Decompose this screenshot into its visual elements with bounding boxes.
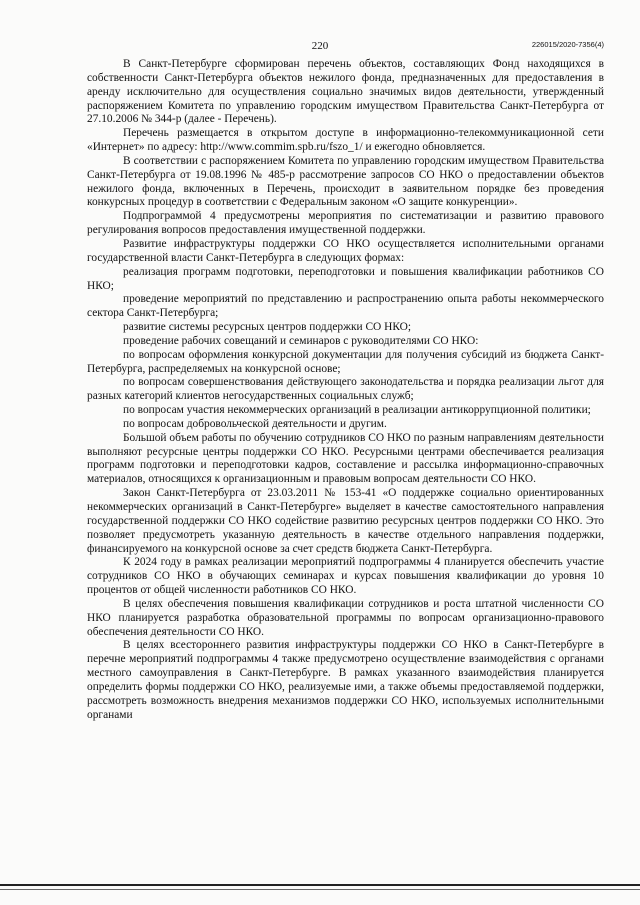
paragraph: К 2024 году в рамках реализации мероприятий подпрограммы 4 планируется обеспечить участие сотрудников СО НКО в обучающих семинарах и курсах повышения квалификации до уровня 10 процентов от общей численности работников СО НКО. xyxy=(87,556,604,597)
paragraph: Подпрограммой 4 предусмотрены мероприятия по систематизации и развитию правового регулирования вопросов предоставления имущественной поддержки. xyxy=(87,210,604,237)
list-item: по вопросам добровольческой деятельности и другим. xyxy=(123,417,387,430)
list-item: развитие системы ресурсных центров поддержки СО НКО; xyxy=(123,321,412,334)
list-item: проведение рабочих совещаний и семинаров с руководителями СО НКО: xyxy=(123,334,479,347)
scan-edge-line xyxy=(0,889,640,890)
document-body xyxy=(87,58,604,723)
paragraph: В целях обеспечения повышения квалификации сотрудников и роста штатной численности СО НКО планируется разработка образовательной программы по вопросам организационно-правового обеспечения деятельности СО НКО. xyxy=(87,597,604,638)
list-item: проведение мероприятий по представлению и распространению опыта работы некоммерческого сектора Санкт-Петербурга; xyxy=(87,293,604,320)
paragraph: Перечень размещается в открытом доступе в информационно-телекоммуникационной сети «Интернет» по адресу: http://www.commim.spb.ru/fszo_1/ и ежегодно обновляется. xyxy=(87,127,604,154)
list-item: по вопросам оформления конкурсной документации для получения субсидий из бюджета Санкт-Петербурга, распределяемых на конкурсной основе; xyxy=(87,348,604,375)
paragraph: Развитие инфраструктуры поддержки СО НКО осуществляется исполнительными органами государственной власти Санкт-Петербурга в следующих формах: xyxy=(87,237,604,264)
paragraph: Большой объем работы по обучению сотрудников СО НКО по разным направлениям деятельности выполняют ресурсные центры поддержки СО НКО. Ресурсными центрами обеспечивается реализация программ подготовки и переподготовки кадров, составление и рассылка информационно-справочных материалов, относящихся к организационным и правовым вопросам деятельности СО НКО. xyxy=(87,431,604,486)
paragraph: В целях всестороннего развития инфраструктуры поддержки СО НКО в Санкт-Петербурге в перечне мероприятий подпрограммы 4 также предусмотрено осуществление взаимодействия с органами местного самоуправления в Санкт-Петербурге. В рамках указанного взаимодействия планируется определить формы поддержки СО НКО, реализуемые ими, а также объемы предоставляемой поддержки, рассмотреть возможность внедрения механизмов поддержки СО НКО, используемых исполнительными органами xyxy=(87,639,604,721)
list-item: по вопросам участия некоммерческих организаций в реализации антикоррупционной политики; xyxy=(123,404,591,417)
paragraph: В Санкт-Петербурге сформирован перечень объектов, составляющих Фонд находящихся в собственности Санкт-Петербурга объектов нежилого фонда, предназначенных для предоставления в аренду исключительно для осуществления социально значимых видов деятельности, утвержденный распоряжением Комитета по управлению городским имуществом Правительства Санкт-Петербурга от 27.10.2006 № 344-р (далее - Перечень). xyxy=(87,58,604,126)
document-id: 226015/2020-7356(4) xyxy=(531,40,604,49)
paragraph: Закон Санкт-Петербурга от 23.03.2011 № 153-41 «О поддержке социально ориентированных некоммерческих организаций в Санкт-Петербурге» выделяет в качестве самостоятельного направления государственной поддержки СО НКО содействие развитию ресурсных центров поддержки СО НКО. Это позволяет предусмотреть указанную деятельность в качестве отдельного направления поддержки, финансируемого на конкурсной основе за счет средств бюджета Санкт-Петербурга. xyxy=(87,487,604,555)
paragraph: В соответствии с распоряжением Комитета по управлению городским имуществом Правительства Санкт-Петербурга от 19.08.1996 № 485-р рассмотрение запросов СО НКО о предоставлении объектов нежилого фонда, включенных в Перечень, происходит в заявительном порядке без проведения конкурсных процедур в соответствии с Федеральным законом «О защите конкуренции». xyxy=(87,154,604,209)
scan-edge-line xyxy=(0,884,640,886)
list-item: реализация программ подготовки, переподготовки и повышения квалификации работников СО НКО; xyxy=(87,265,604,292)
list-item: по вопросам совершенствования действующего законодательства и порядка реализации льгот для разных категорий клиентов негосударственных социальных служб; xyxy=(87,376,604,403)
page-number: 220 xyxy=(311,40,329,52)
